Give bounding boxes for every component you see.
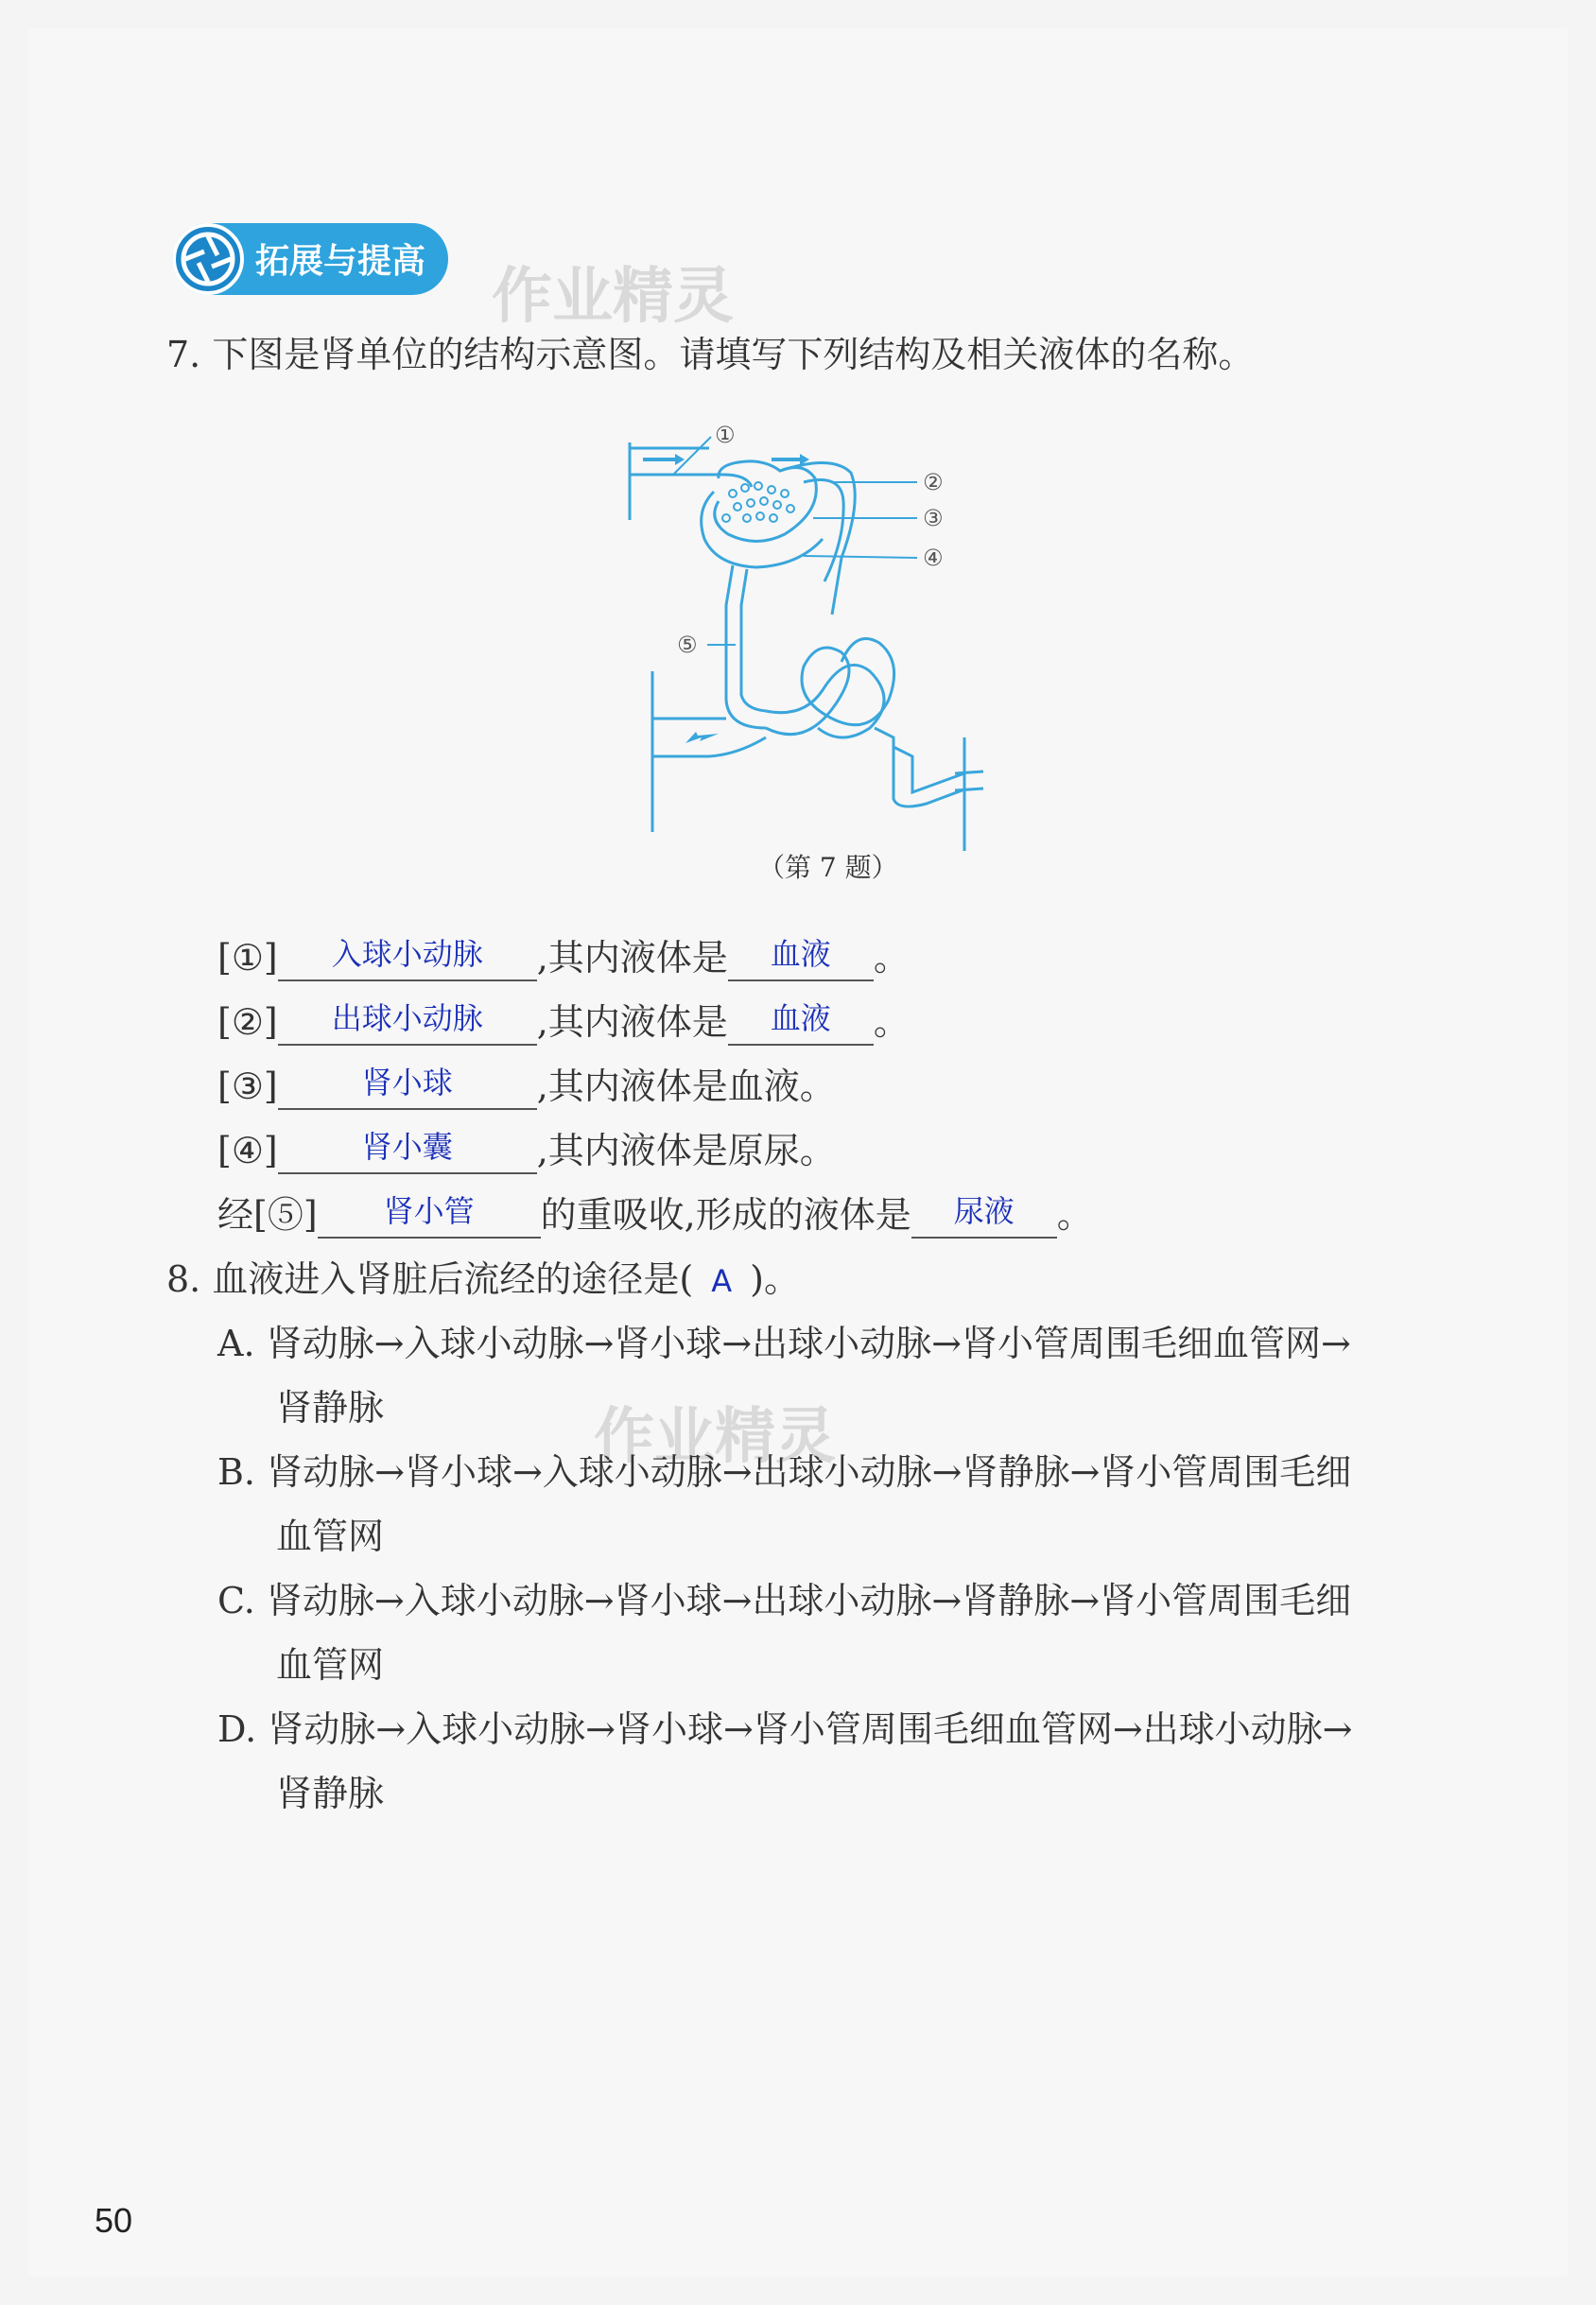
page-number: 50 [95,2201,133,2240]
row-text: 的重吸收,形成的液体是 [540,1194,911,1236]
watermark: 作业精灵 [594,1402,836,1472]
option-a[interactable] [217,1320,1351,1367]
row-marker: [④] [217,1130,278,1171]
row-marker: [②] [217,1001,278,1043]
fill-row-3 [217,1063,836,1110]
answer-blank[interactable] [911,1193,1057,1239]
option-text: 肾动脉→入球小动脉→肾小球→肾小管周围毛细血管网→出球小动脉→ [268,1708,1353,1750]
row-text: ,其内液体是 [536,1001,728,1043]
diagram-label-2: ② [923,469,944,495]
row-marker: [①] [217,937,278,979]
nephron-diagram [615,416,1031,851]
option-d-continued: 肾静脉 [276,1773,385,1814]
option-b[interactable] [217,1448,1351,1496]
handwritten-answer: 血液 [770,1000,831,1036]
question-text-end: )。 [750,1258,800,1300]
fill-row-1 [217,934,910,981]
question-text: 下图是肾单位的结构示意图。请填写下列结构及相关液体的名称。 [212,334,1255,375]
row-marker: 经[⑤] [217,1194,318,1236]
handwritten-answer: 血液 [770,936,831,972]
answer-blank[interactable] [278,936,537,981]
diagram-label-3: ③ [923,505,944,531]
handwritten-answer: 尿液 [953,1193,1015,1229]
question-8-prompt [166,1256,800,1305]
handwritten-answer: 出球小动脉 [331,1000,483,1036]
figure-caption: （第 7 题） [758,852,898,883]
option-a-continued: 肾静脉 [276,1387,385,1429]
answer-blank[interactable] [728,1000,874,1046]
option-text: 肾动脉→入球小动脉→肾小球→出球小动脉→肾小管周围毛细血管网→ [266,1323,1351,1364]
answer-blank[interactable] [278,1000,537,1046]
answer-blank[interactable] [278,1065,537,1110]
option-text: 肾动脉→入球小动脉→肾小球→出球小动脉→肾静脉→肾小管周围毛细 [266,1580,1352,1621]
answer-blank[interactable] [728,936,874,981]
watermark: 作业精灵 [492,262,734,332]
diagram-label-4: ④ [923,545,944,571]
row-text: ,其内液体是原尿。 [536,1130,836,1171]
handwritten-answer: 肾小囊 [361,1129,453,1165]
option-c[interactable] [217,1577,1351,1624]
question-number: 7. [166,334,201,375]
row-end: 。 [1056,1194,1093,1236]
option-b-continued: 血管网 [276,1516,385,1557]
section-badge [172,223,448,295]
diagram-label-1: ① [715,422,736,448]
option-text: 肾动脉→肾小球→入球小动脉→出球小动脉→肾静脉→肾小管周围毛细 [267,1451,1352,1493]
handwritten-answer: 肾小球 [361,1065,453,1101]
handwritten-answer: 入球小动脉 [331,936,483,972]
fill-row-5 [217,1191,1093,1239]
option-letter: B. [217,1451,256,1493]
option-letter: C. [217,1580,255,1621]
row-end: 。 [873,1001,910,1043]
diagram-label-5: ⑤ [677,632,698,658]
option-letter: A. [217,1323,255,1364]
row-text: ,其内液体是 [536,937,728,979]
option-d[interactable] [217,1706,1353,1753]
question-text: 8. 血液进入肾脏后流经的途径是( [166,1258,694,1300]
handwritten-answer[interactable]: A [711,1263,733,1299]
row-text: ,其内液体是血液。 [536,1066,836,1107]
row-marker: [③] [217,1066,278,1107]
section-badge-label: 拓展与提高 [255,242,426,281]
fill-row-4 [217,1127,836,1174]
option-c-continued: 血管网 [276,1644,385,1686]
fill-row-2 [217,998,910,1046]
shutter-icon [172,223,244,295]
row-end: 。 [873,937,910,979]
answer-blank[interactable] [318,1193,541,1239]
option-letter: D. [217,1708,257,1750]
handwritten-answer: 肾小管 [383,1193,475,1229]
answer-blank[interactable] [278,1129,537,1174]
question-7-prompt [166,331,1254,378]
